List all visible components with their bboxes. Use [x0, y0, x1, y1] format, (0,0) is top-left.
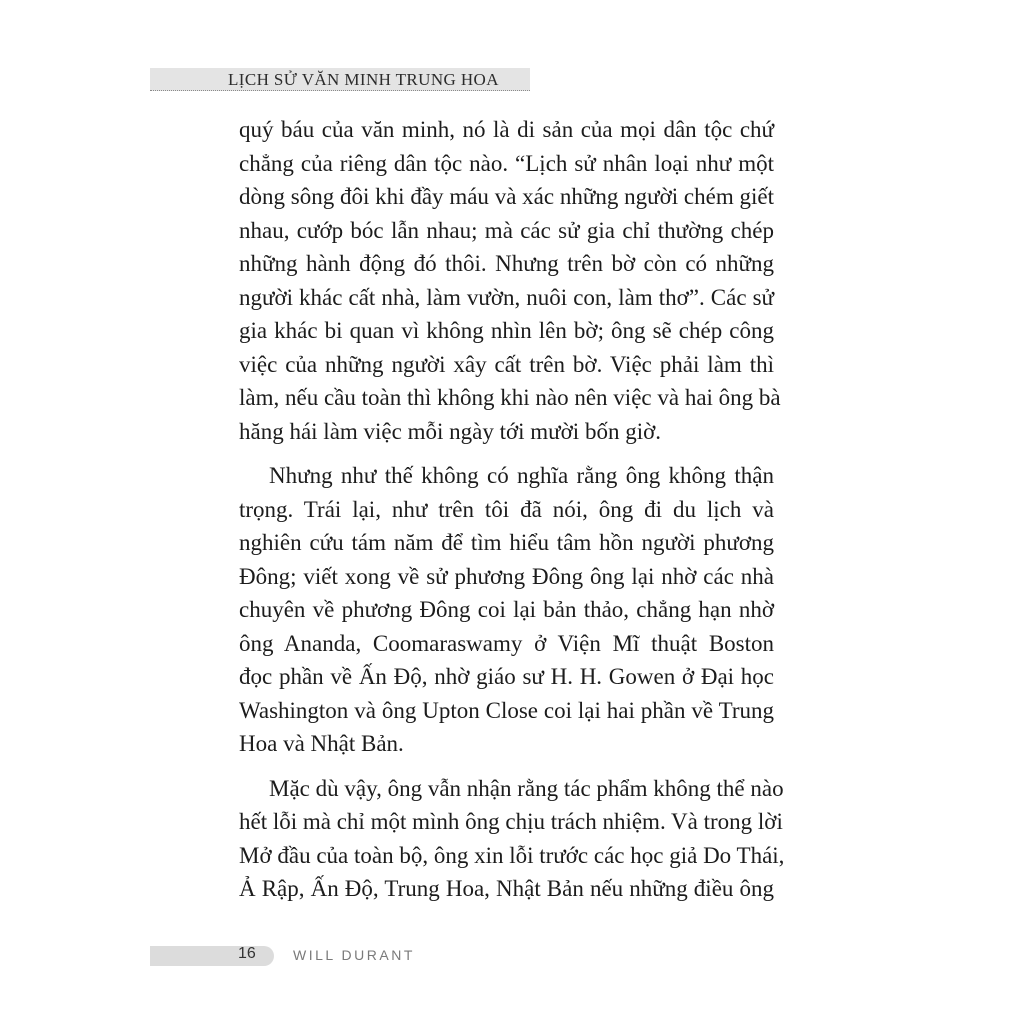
text-line: việc của những người xây cất trên bờ. Việc phải làm thì — [239, 351, 774, 377]
text-line: chẳng của riêng dân tộc nào. “Lịch sử nhân loại như một — [239, 150, 774, 176]
text-line: Mặc dù vậy, ông vẫn nhận rằng tác phẩm không thể nào — [269, 775, 784, 801]
text-line: nghiên cứu tám năm để tìm hiểu tâm hồn người phương — [239, 530, 774, 555]
text-line: ông Ananda, Coomaraswamy ở Viện Mĩ thuật Boston — [239, 630, 774, 656]
text-line: chuyên về phương Đông coi lại bản thảo, chẳng hạn nhờ — [239, 597, 774, 622]
text-line: quý báu của văn minh, nó là di sản của mọi dân tộc chứ — [239, 117, 774, 142]
running-header-title: LỊCH SỬ VĂN MINH TRUNG HOA — [228, 70, 499, 89]
text-line: hết lỗi mà chỉ một mình ông chịu trách nhiệm. Và trong lời — [239, 809, 783, 834]
footer-author: WILL DURANT — [293, 947, 415, 963]
page-number: 16 — [238, 945, 256, 962]
text-line: gia khác bi quan vì không nhìn lên bờ; ông sẽ chép công — [239, 318, 774, 343]
paragraph-3 — [239, 772, 785, 906]
body-text — [239, 113, 785, 917]
text-line: làm, nếu cầu toàn thì không khi nào nên việc và hai ông bà — [239, 385, 781, 410]
text-line: những hành động đó thôi. Nhưng trên bờ còn có những — [239, 251, 774, 276]
paragraph-1 — [239, 113, 781, 448]
text-line: người khác cất nhà, làm vườn, nuôi con, làm thơ”. Các sử — [239, 284, 774, 310]
text-line: dòng sông đôi khi đầy máu và xác những người chém giết — [239, 184, 774, 209]
text-line: Đông; viết xong về sử phương Đông ông lại nhờ các nhà — [239, 563, 774, 589]
text-line: trọng. Trái lại, như trên tôi đã nói, ông đi du lịch và — [239, 496, 774, 522]
text-line: Mở đầu của toàn bộ, ông xin lỗi trước các học giả Do Thái, — [239, 842, 785, 868]
text-line: hăng hái làm việc mỗi ngày tới mười bốn giờ. — [239, 418, 661, 444]
text-line: nhau, cướp bóc lẫn nhau; mà các sử gia chỉ thường chép — [239, 217, 774, 243]
text-line: Nhưng như thế không có nghĩa rằng ông không thận — [269, 463, 774, 488]
paragraph-2 — [239, 459, 774, 761]
text-line: đọc phần về Ấn Độ, nhờ giáo sư H. H. Gowen ở Đại học — [239, 664, 774, 689]
text-line: Washington và ông Upton Close coi lại hai phần về Trung — [239, 697, 774, 723]
text-line: Hoa và Nhật Bản. — [239, 731, 404, 756]
text-line: Ả Rập, Ấn Độ, Trung Hoa, Nhật Bản nếu những điều ông — [239, 876, 774, 901]
